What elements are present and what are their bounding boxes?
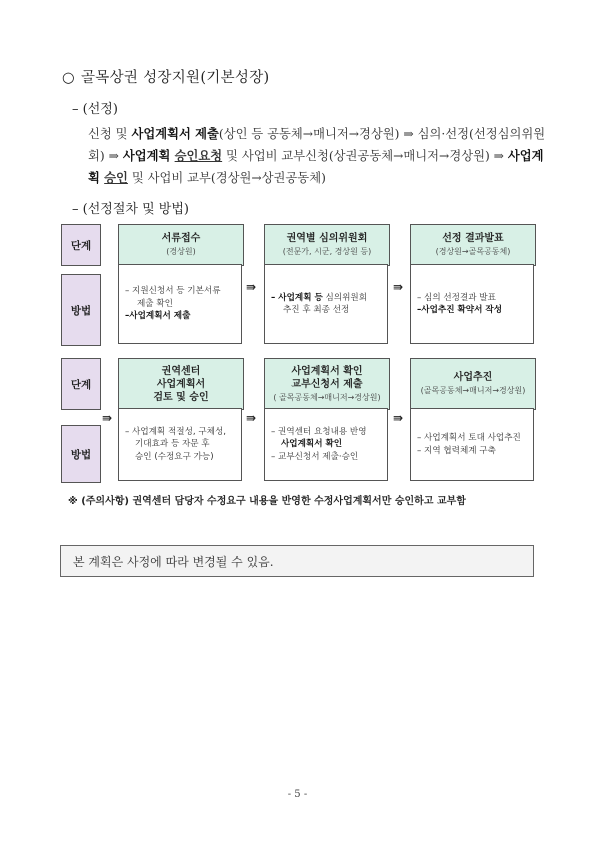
method-line: 추진 후 최종 선정 <box>283 305 350 315</box>
method-line: – 지역 협력체계 구축 <box>417 445 496 456</box>
keyword-approval: 승인 <box>104 170 128 185</box>
stage-title: 교부신청서 제출 <box>291 378 363 390</box>
method-review-committee <box>264 264 388 344</box>
method-line: – 사업계획 적절성, 구체성, <box>125 426 226 437</box>
stage-title: 사업추진 <box>453 372 493 383</box>
method-line-bold: 사업계획서 확인 <box>281 439 343 450</box>
stage-title: 선정 결과발표 <box>442 233 504 244</box>
method-line-bold: –사업계획서 제출 <box>125 311 191 322</box>
method-plan-confirmation <box>264 408 388 481</box>
stage-subtitle: (경상원→골목공동체) <box>435 247 511 256</box>
stage-document-receipt <box>118 224 244 266</box>
stage-title: 권역별 심의위원회 <box>286 233 368 244</box>
method-line-bold: –사업추진 확약서 작성 <box>417 305 502 315</box>
subsection-procedure-title: – (선정절차 및 방법) <box>72 202 189 217</box>
method-line-bold: – 사업계획 등 <box>271 292 323 303</box>
label-stage: 단계 <box>61 224 101 266</box>
keyword-approval-request: 승인요청 <box>174 148 223 163</box>
subsection-selection-title: – (선정) <box>72 102 118 117</box>
stage-subtitle: (경상원) <box>166 247 196 256</box>
arrow-right-icon: ⇛ <box>102 411 113 425</box>
label-stage: 단계 <box>61 358 101 410</box>
caution-note: ※ (주의사항) 권역센터 담당자 수정요구 내용을 반영한 수정사업계획서만 승인하고 교부함 <box>68 496 466 507</box>
label-method: 방법 <box>61 425 101 483</box>
stage-title: 사업계획서 확인 <box>291 365 363 377</box>
stage-review-committee <box>264 224 390 266</box>
method-project-execution <box>410 408 534 481</box>
method-line: – 심의 선정결과 발표 <box>417 292 496 303</box>
keyword-plan: 사업계획 <box>88 148 544 185</box>
method-line: – 지원신청서 등 기본서류 <box>125 286 221 297</box>
stage-title: 권역센터 <box>161 365 201 377</box>
stage-plan-confirmation <box>264 358 390 410</box>
stage-center-plan-review <box>118 358 244 410</box>
method-line: 승인 (수정요구 가능) <box>135 451 214 462</box>
method-line: – 권역센터 요청내용 반영 <box>271 426 367 437</box>
method-line: – 교부신청서 제출·승인 <box>271 451 359 462</box>
stage-project-execution <box>410 358 536 410</box>
text-run: (상인 등 공동체→매니저→경상원) ⇒ 심의·선정(선정심의위원회) ⇒ <box>88 127 546 163</box>
keyword-submit-plan: 사업계획서 제출 <box>131 126 219 141</box>
notice-text: 본 계획은 사정에 따라 변경될 수 있음. <box>73 554 274 569</box>
arrow-right-icon: ⇛ <box>246 280 257 294</box>
arrow-right-icon: ⇛ <box>393 411 404 425</box>
page-number: - 5 - <box>287 789 308 800</box>
method-center-plan-review <box>118 408 242 481</box>
stage-subtitle: (전문가, 시군, 경상원 등) <box>282 247 372 256</box>
stage-title: 사업계획서 <box>156 378 206 390</box>
keyword-plan: 사업계획 <box>122 148 175 163</box>
method-line: 제출 확인 <box>137 298 173 309</box>
notice-box <box>60 545 534 577</box>
heading-text: 골목상권 성장지원(기본성장) <box>80 70 270 86</box>
stage-subtitle: ( 골목공동체→매니저→경상원) <box>273 392 381 402</box>
stage-title: 서류접수 <box>161 233 201 244</box>
text-run: 및 사업비 교부(경상원→상권공동체) <box>127 171 326 185</box>
text-run: 신청 및 <box>88 127 132 141</box>
arrow-right-icon: ⇛ <box>393 280 404 294</box>
method-line: 심의위원회 <box>322 292 368 303</box>
method-line: 기대효과 등 자문 후 <box>135 439 210 450</box>
circle-bullet-icon: ○ <box>62 70 75 86</box>
method-document-receipt <box>118 264 242 344</box>
stage-subtitle: (골목공동체→매니저→경상원) <box>420 386 526 395</box>
method-line: – 사업계획서 토대 사업추진 <box>417 433 521 443</box>
label-method: 방법 <box>61 274 101 346</box>
stage-title: 검토 및 승인 <box>153 391 209 403</box>
stage-result-announcement <box>410 224 536 266</box>
method-result-announcement <box>410 264 534 344</box>
arrow-right-icon: ⇛ <box>246 411 257 425</box>
text-run: 및 사업비 교부신청(상권공동체→매니저→경상원) ⇒ <box>222 149 508 163</box>
